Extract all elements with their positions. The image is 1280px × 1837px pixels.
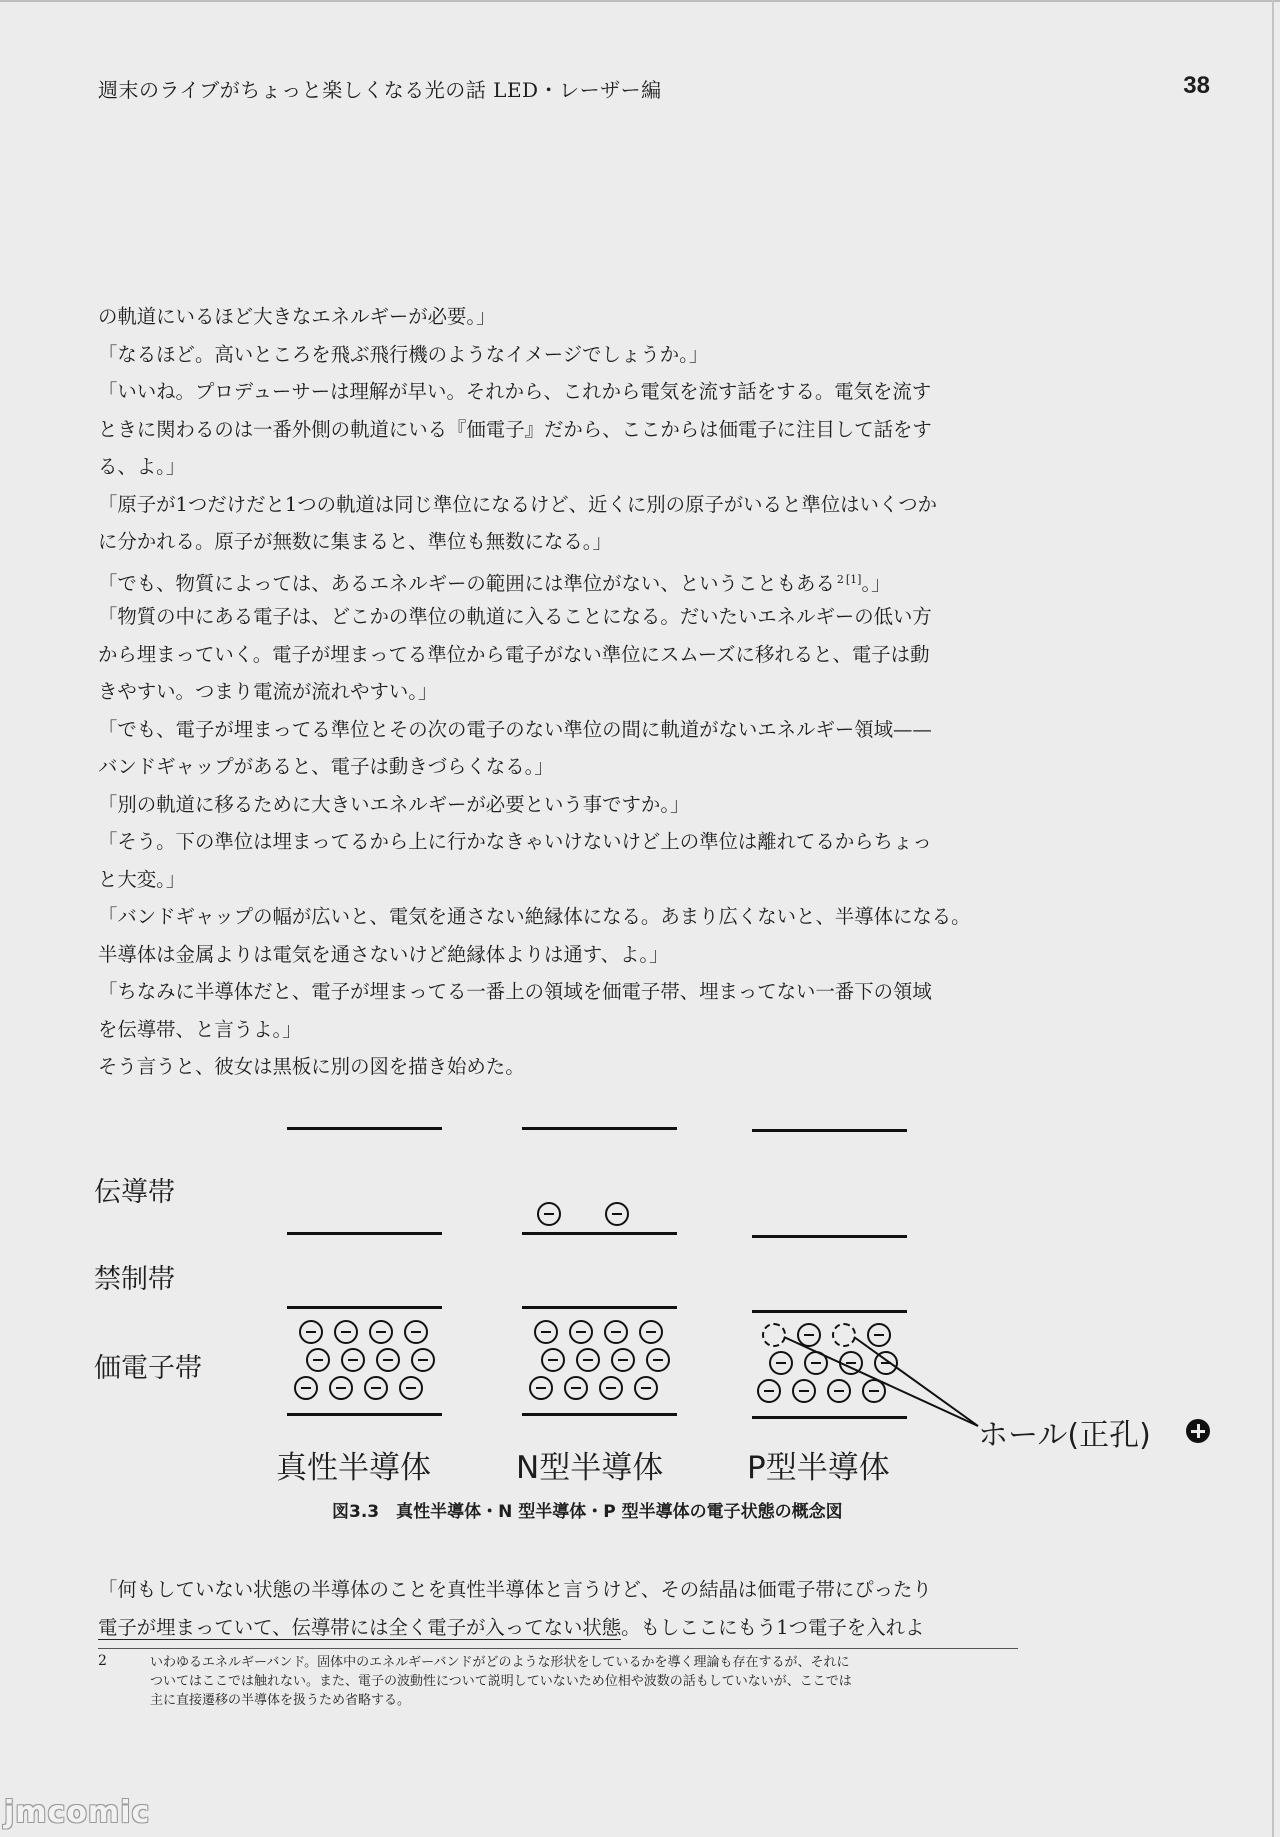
citation-marker[interactable]: [1] — [845, 572, 862, 586]
page-edge — [0, 0, 1280, 2]
footnote-text — [150, 1653, 1018, 1710]
continued-text — [98, 1571, 1018, 1646]
paragraph-line: と大変。」 — [98, 867, 186, 891]
forbidden-band-label: 禁制帯 — [94, 1264, 175, 1295]
band-diagram-figure — [90, 1110, 1230, 1535]
intrinsic-semiconductor-label: 真性半導体 — [276, 1450, 431, 1486]
paragraph-line: を伝導帯、と言うよ。」 — [98, 1017, 302, 1041]
paragraph-line: 「何もしていない状態の半導体のことを真性半導体と言うけど、その結晶は価電子帯にぴったり — [98, 1578, 932, 1601]
paragraph-text: 。もしここにもう1つ電子を入れよ — [621, 1615, 925, 1639]
paragraph-line: ときに関わるのは一番外側の軌道にいる『価電子』だから、ここからは価電子に注目して話をす — [98, 417, 932, 441]
paragraph-line: 「バンドギャップの幅が広いと、電気を通さない絶縁体になる。あまり広くないと、半導体になる。 — [98, 905, 971, 928]
n-type-semiconductor-label: N型半導体 — [516, 1450, 664, 1486]
watermark-logo: jmcomic — [4, 1795, 151, 1830]
paragraph-line: 半導体は金属よりは電気を通さないけど絶縁体よりは通す、よ。」 — [98, 942, 669, 966]
paragraph-line: に分かれる。原子が無数に集まると、準位も無数になる。」 — [98, 530, 612, 553]
footnote-row — [98, 1653, 1018, 1710]
paragraph-line: 「そう。下の準位は埋まってるから上に行かなきゃいけないけど上の準位は離れてるからちょっ — [98, 830, 932, 853]
paragraph-line: きやすい。つまり電流が流れやすい。」 — [98, 680, 438, 703]
paragraph-line — [98, 1609, 1018, 1647]
footnote-marker[interactable]: 2 — [836, 572, 844, 586]
p-type-semiconductor-label: P型半導体 — [747, 1450, 890, 1486]
paragraph-line: 「なるほど。高いところを飛ぶ飛行機のようなイメージでしょうか。」 — [98, 342, 709, 366]
paragraph-line: そう言うと、彼女は黒板に別の図を描き始めた。 — [98, 1055, 525, 1078]
footnote-line: いわゆるエネルギーバンド。固体中のエネルギーバンドがどのような形状をしているかを導く理論も存在するが、それに — [150, 1655, 850, 1670]
paragraph-line-with-footnote — [98, 561, 1018, 599]
conduction-band-label: 伝導帯 — [94, 1177, 175, 1208]
paragraph-line: の軌道にいるほど大きなエネルギーが必要。」 — [98, 305, 496, 328]
paragraph-line: 「でも、電子が埋まってる準位とその次の電子のない準位の間に軌道がないエネルギー領域—— — [98, 717, 932, 741]
paragraph-text-tail: 。」 — [861, 571, 891, 595]
page-header — [98, 74, 1210, 104]
hole-label: ホール(正孔) — [978, 1418, 1151, 1453]
page-binding-edge — [1272, 0, 1274, 1837]
figure-caption: 図3.3 真性半導体・N 型半導体・P 型半導体の電子状態の概念図 — [332, 1502, 843, 1522]
paragraph-line: 「ちなみに半導体だと、電子が埋まってる一番上の領域を価電子帯、埋まってない一番下の領域 — [98, 980, 932, 1003]
paragraph-line: 「原子が1つだけだと1つの軌道は同じ準位になるけど、近くに別の原子がいると準位はいくつか — [98, 492, 938, 516]
underlined-text: 電子が埋まっていて、伝導帯には全く電子が入ってない状態 — [98, 1615, 622, 1639]
footnote-line: ついてはここでは触れない。また、電子の波動性について説明していないため位相や波数の話もしていないが、ここでは — [150, 1674, 852, 1689]
running-title: 週末のライブがちょっと楽しくなる光の話 LED・レーザー編 — [98, 78, 662, 102]
paragraph-line: から埋まっていく。電子が埋まってる準位から電子がない準位にスムーズに移れると、電子は動 — [98, 642, 930, 666]
paragraph-line: る、よ。」 — [98, 455, 186, 478]
footnote — [98, 1648, 1018, 1710]
paragraph-line: 「別の軌道に移るために大きいエネルギーが必要という事ですか。」 — [98, 792, 690, 816]
plus-circle-icon — [1186, 1419, 1210, 1443]
footnote-line: 主に直接遷移の半導体を扱うため省略する。 — [150, 1693, 411, 1708]
page-number: 38 — [1183, 72, 1210, 99]
paragraph-text: 「でも、物質によっては、あるエネルギーの範囲には準位がない、ということもある — [98, 571, 835, 595]
paragraph-line: バンドギャップがあると、電子は動きづらくなる。」 — [98, 755, 554, 778]
body-text — [98, 298, 1018, 1086]
paragraph-line: 「いいね。プロデューサーは理解が早い。それから、これから電気を流す話をする。電気を流す — [98, 380, 932, 403]
footnote-number: 2 — [98, 1653, 107, 1669]
valence-band-label: 価電子帯 — [94, 1353, 202, 1384]
paragraph-line: 「物質の中にある電子は、どこかの準位の軌道に入ることになる。だいたいエネルギーの低い方 — [98, 605, 932, 628]
